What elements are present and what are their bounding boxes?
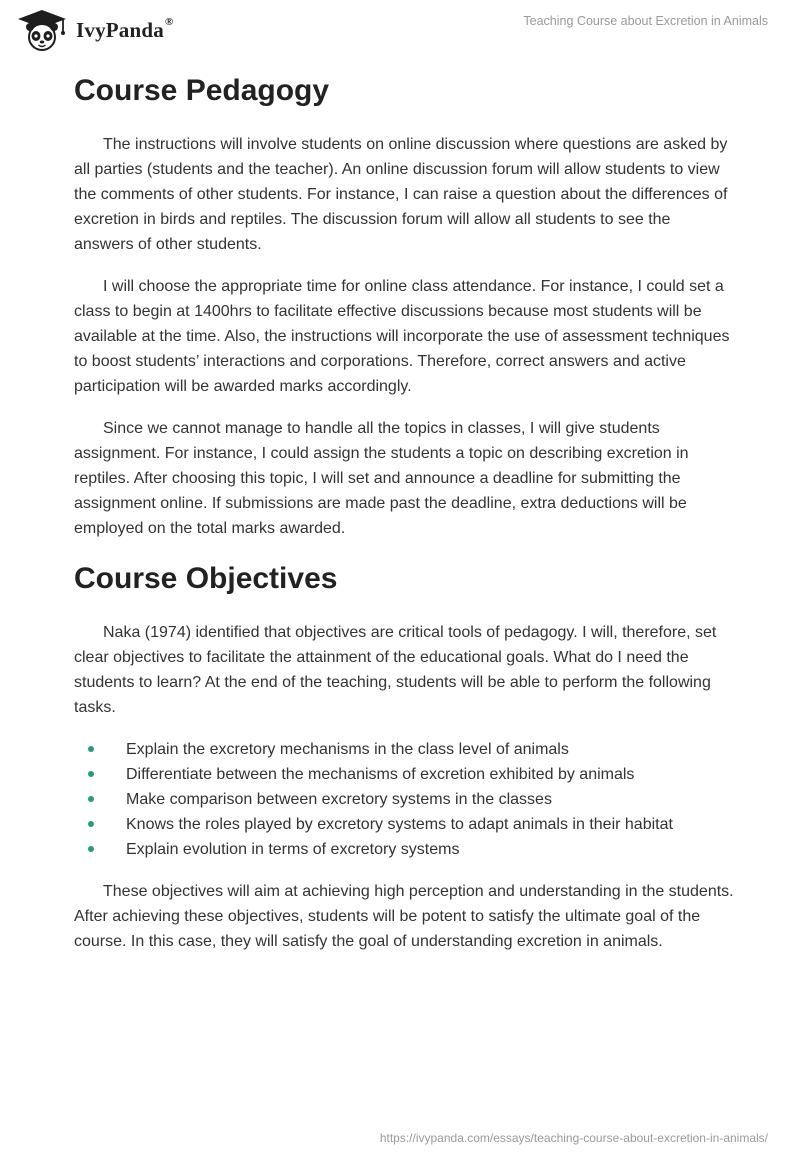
bullet-icon (88, 796, 94, 802)
paragraph: I will choose the appropriate time for online class attendance. For instance, I could set a class to begin at 1400hrs to facilitate effective discussions because most students will be available at the time. Also, the instructions will incorporate the use of assessment techniques to boost students’ interactions and corporations. Therefore, correct answers and active participation will be awarded marks accordingly. (74, 278, 730, 395)
panda-graduate-icon (14, 8, 70, 52)
objectives-list (74, 737, 734, 862)
bullet-icon (88, 771, 94, 777)
page-header (0, 0, 800, 60)
brand-name: IvyPanda® (76, 15, 174, 42)
paragraph: Since we cannot manage to handle all the topics in classes, I will give students assignment. For instance, I could assign the students a topic on describing excretion in reptiles. After choosing this topic, I will set and announce a deadline for submitting the assignment online. If submissions are made past the deadline, extra deductions will be employed on the total marks awarded. (74, 420, 689, 537)
paragraph: The instructions will involve students on online discussion where questions are asked by all parties (students and the teacher). An online discussion forum will allow students to view the comments of other students. For instance, I can raise a question about the differences of excretion in birds and reptiles. The discussion forum will allow all students to see the answers of other students. (74, 136, 728, 253)
essay-content (74, 70, 734, 954)
list-item: Knows the roles played by excretory systems to adapt animals in their habitat (74, 812, 734, 837)
section-heading-objectives: Course Objectives (74, 562, 338, 595)
registered-mark: ® (164, 15, 174, 28)
bullet-icon (88, 846, 94, 852)
list-item: Make comparison between excretory systems in the classes (74, 787, 734, 812)
list-item: Explain the excretory mechanisms in the class level of animals (74, 737, 734, 762)
list-item: Explain evolution in terms of excretory systems (74, 837, 734, 862)
paragraph: These objectives will aim at achieving high perception and understanding in the students. After achieving these objectives, students will be potent to satisfy the ultimate goal of the course. In this case, they will satisfy the goal of understanding excretion in animals. (74, 883, 734, 950)
list-item: Differentiate between the mechanisms of excretion exhibited by animals (74, 762, 734, 787)
document-title: Teaching Course about Excretion in Animals (523, 14, 768, 28)
bullet-icon (88, 746, 94, 752)
paragraph: Naka (1974) identified that objectives are critical tools of pedagogy. I will, therefore, set clear objectives to facilitate the attainment of the educational goals. What do I need the students to learn? At the end of the teaching, students will be able to perform the following tasks. (74, 624, 717, 716)
bullet-icon (88, 821, 94, 827)
source-url[interactable]: https://ivypanda.com/essays/teaching-course-about-excretion-in-animals/ (379, 1131, 768, 1145)
section-heading-pedagogy: Course Pedagogy (74, 74, 330, 107)
ivypanda-logo[interactable] (14, 8, 173, 52)
